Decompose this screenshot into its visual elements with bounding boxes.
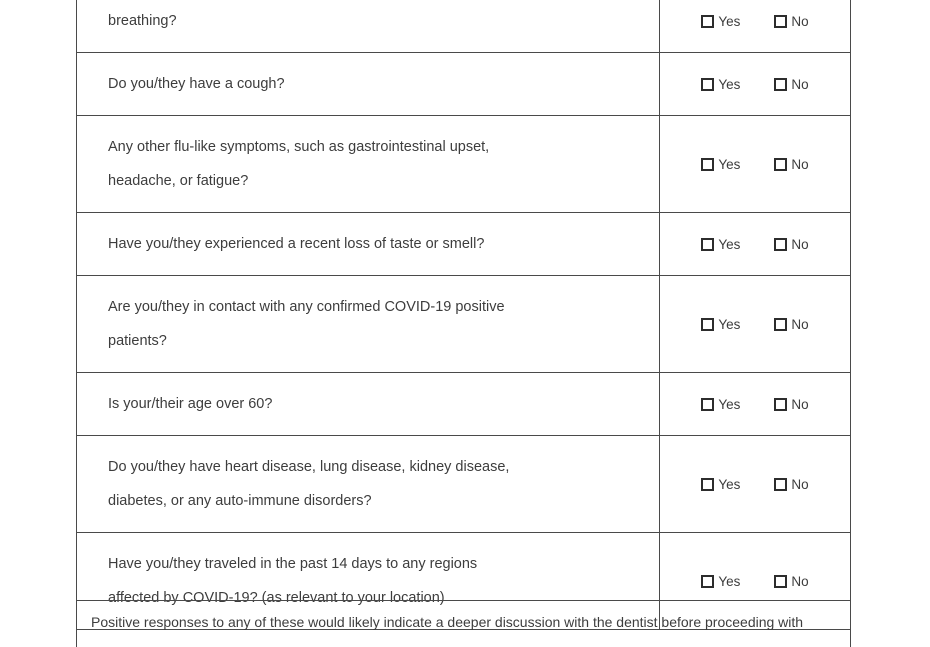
yes-option[interactable]	[701, 77, 740, 92]
question-line: patients?	[108, 333, 167, 349]
question-line: Have you/they traveled in the past 14 days to any regions	[108, 556, 478, 572]
yes-option[interactable]	[701, 317, 740, 332]
yes-option[interactable]	[701, 157, 740, 172]
checkbox-icon[interactable]	[774, 238, 787, 251]
answer-cell	[660, 213, 850, 275]
table-row	[77, 0, 850, 53]
question-line: Is your/their age over 60?	[108, 396, 273, 412]
question-text	[77, 116, 660, 212]
question-text	[77, 436, 660, 532]
checkbox-icon[interactable]	[774, 318, 787, 331]
answer-cell	[660, 0, 850, 52]
checkbox-icon[interactable]	[701, 15, 714, 28]
checkbox-icon[interactable]	[774, 15, 787, 28]
question-line: diabetes, or any auto-immune disorders?	[108, 493, 372, 509]
yes-label: Yes	[718, 156, 741, 172]
table-row	[77, 213, 850, 276]
answer-cell	[660, 373, 850, 435]
no-label: No	[791, 156, 809, 172]
checkbox-icon[interactable]	[774, 575, 787, 588]
yes-label: Yes	[718, 13, 741, 29]
checkbox-icon[interactable]	[701, 398, 714, 411]
no-label: No	[791, 236, 809, 252]
no-option[interactable]	[774, 317, 808, 332]
covid-screening-questionnaire-table	[76, 0, 851, 630]
table-row	[77, 436, 850, 533]
footnote-box	[76, 600, 851, 647]
table-row	[77, 373, 850, 436]
question-line: breathing?	[108, 13, 177, 29]
no-label: No	[791, 13, 809, 29]
checkbox-icon[interactable]	[701, 318, 714, 331]
no-option[interactable]	[774, 77, 808, 92]
question-text	[77, 53, 660, 115]
question-text	[77, 276, 660, 372]
question-text	[77, 0, 660, 52]
no-option[interactable]	[774, 14, 808, 29]
table-row	[77, 276, 850, 373]
question-text	[77, 373, 660, 435]
yes-option[interactable]	[701, 397, 740, 412]
checkbox-icon[interactable]	[774, 478, 787, 491]
table-row	[77, 53, 850, 116]
yes-label: Yes	[718, 236, 741, 252]
checkbox-icon[interactable]	[701, 158, 714, 171]
yes-label: Yes	[718, 476, 741, 492]
no-label: No	[791, 573, 809, 589]
no-option[interactable]	[774, 574, 808, 589]
no-option[interactable]	[774, 157, 808, 172]
yes-option[interactable]	[701, 237, 740, 252]
yes-label: Yes	[718, 76, 741, 92]
answer-cell	[660, 436, 850, 532]
checkbox-icon[interactable]	[701, 78, 714, 91]
no-label: No	[791, 476, 809, 492]
no-label: No	[791, 316, 809, 332]
no-option[interactable]	[774, 477, 808, 492]
table-row	[77, 116, 850, 213]
question-line: headache, or fatigue?	[108, 173, 249, 189]
question-line: Do you/they have a cough?	[108, 76, 285, 92]
yes-option[interactable]	[701, 574, 740, 589]
answer-cell	[660, 53, 850, 115]
checkbox-icon[interactable]	[774, 158, 787, 171]
footnote-text: Positive responses to any of these would likely indicate a deeper discussion with the dentist before proceeding with	[91, 614, 804, 630]
question-text	[77, 213, 660, 275]
question-line: Have you/they experienced a recent loss of taste or smell?	[108, 236, 485, 252]
answer-cell	[660, 276, 850, 372]
yes-label: Yes	[718, 573, 741, 589]
yes-option[interactable]	[701, 477, 740, 492]
yes-label: Yes	[718, 396, 741, 412]
no-label: No	[791, 76, 809, 92]
no-option[interactable]	[774, 397, 808, 412]
yes-option[interactable]	[701, 14, 740, 29]
question-line: affected by COVID-19? (as relevant to your location)	[108, 590, 445, 606]
question-line: Do you/they have heart disease, lung disease, kidney disease,	[108, 459, 510, 475]
checkbox-icon[interactable]	[701, 575, 714, 588]
no-label: No	[791, 396, 809, 412]
answer-cell	[660, 116, 850, 212]
question-line: Any other flu-like symptoms, such as gastrointestinal upset,	[108, 139, 490, 155]
no-option[interactable]	[774, 237, 808, 252]
question-line: Are you/they in contact with any confirmed COVID-19 positive	[108, 299, 505, 315]
checkbox-icon[interactable]	[774, 78, 787, 91]
checkbox-icon[interactable]	[701, 238, 714, 251]
checkbox-icon[interactable]	[701, 478, 714, 491]
yes-label: Yes	[718, 316, 741, 332]
checkbox-icon[interactable]	[774, 398, 787, 411]
